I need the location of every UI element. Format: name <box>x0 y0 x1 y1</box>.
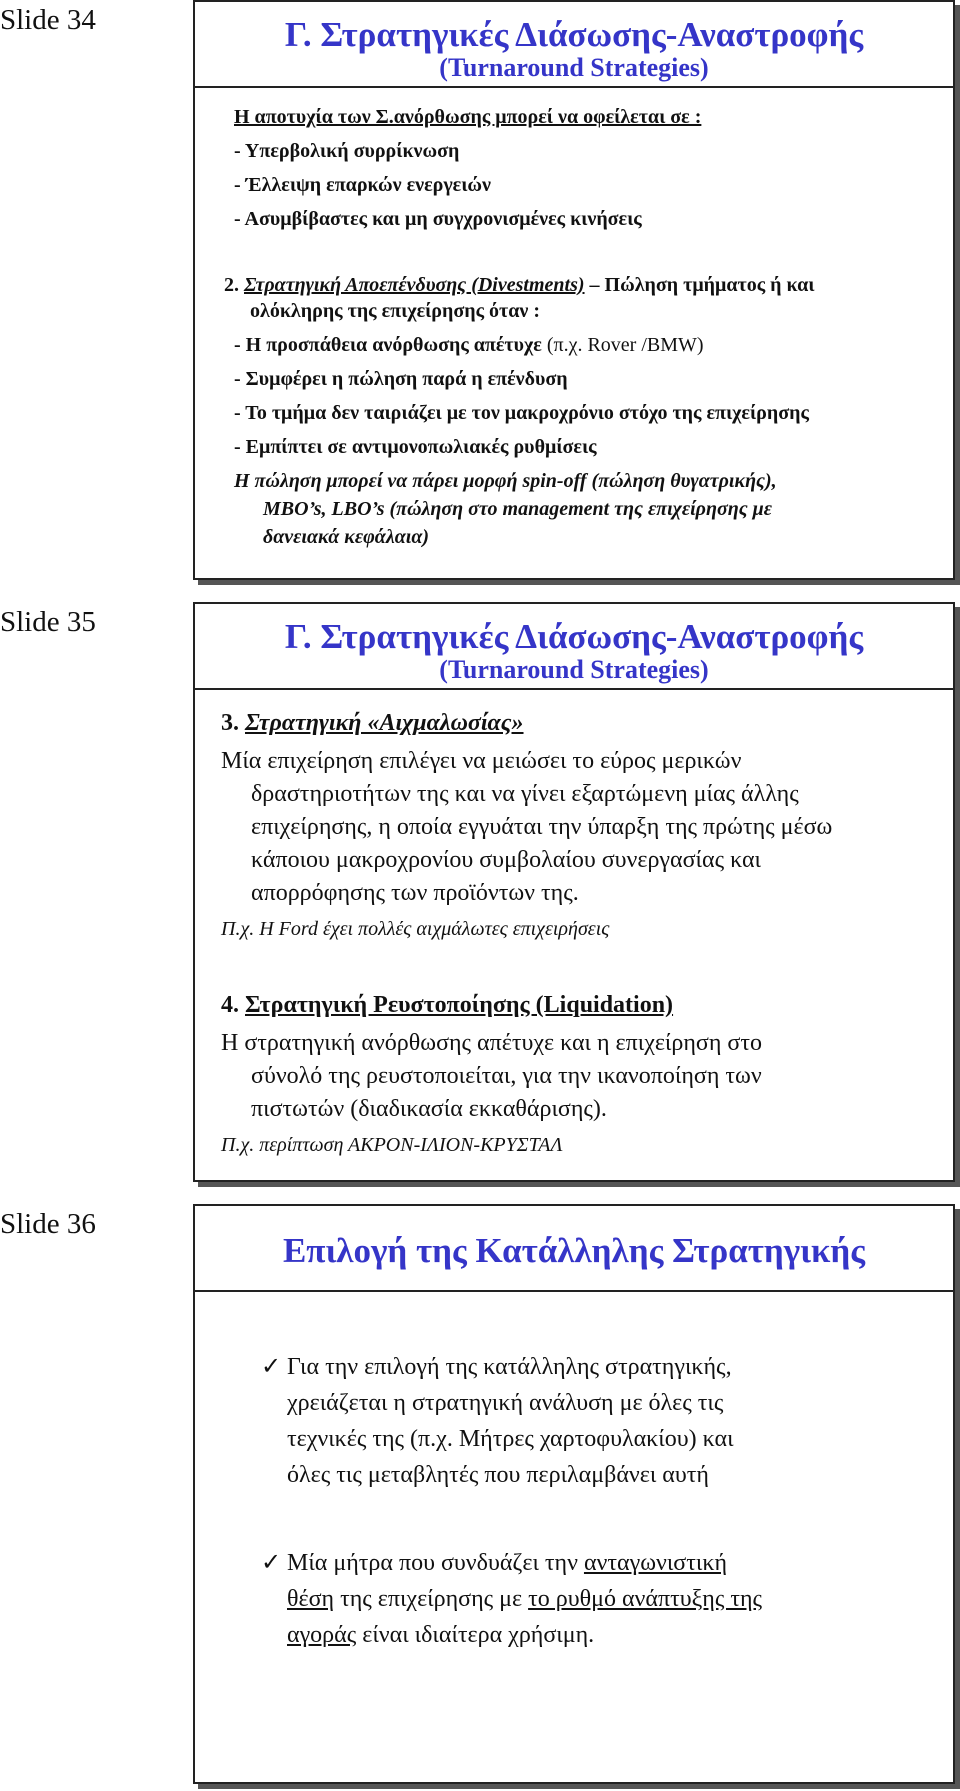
divest-item: - Το τμήμα δεν ταιριάζει με τον μακροχρόνιο στόχο της επιχείρησης <box>234 402 809 424</box>
market-growth-text: το ρυθμό ανάπτυξης της <box>528 1586 763 1612</box>
checkmark-icon: ✓ <box>261 1548 282 1576</box>
liquidation-text-line: πιστωτών (διαδικασία εκκαθάρισης). <box>251 1096 607 1122</box>
bullet2-line: αγοράς είναι ιδιαίτερα χρήσιμη. <box>287 1622 595 1648</box>
bullet2-line: Μία μήτρα που συνδυάζει την ανταγωνιστική <box>287 1550 727 1576</box>
slide-35-title: Γ. Στρατηγικές Διάσωσης-Αναστροφής <box>284 617 864 656</box>
slide-label-35: Slide 35 <box>0 606 96 638</box>
liquidation-example: Π.χ. περίπτωση ΑΚΡΟΝ-ΙΛΙΟΝ-ΚΡΥΣΤΑΛ <box>221 1134 563 1156</box>
competitive-position-text: θέση <box>287 1586 335 1612</box>
slide-34-title-bar <box>195 2 953 88</box>
divestment-title: Στρατηγική Αποεπένδυσης (Divestments) <box>244 274 585 296</box>
captive-example: Π.χ. Η Ford έχει πολλές αιχμάλωτες επιχειρήσεις <box>221 918 610 940</box>
captive-title: Στρατηγική «Αιχμαλωσίας» <box>245 710 524 736</box>
competitive-position-text: ανταγωνιστική <box>583 1550 727 1576</box>
slide-35-title-bar <box>195 604 953 690</box>
bullet1-line: όλες τις μεταβλητές που περιλαμβάνει αυτή <box>287 1462 709 1488</box>
slide-34-title: Γ. Στρατηγικές Διάσωσης-Αναστροφής <box>284 15 864 54</box>
slide-36 <box>193 1204 955 1784</box>
captive-text-line: επιχείρησης, η οποία εγγυάται την ύπαρξη της πρώτης μέσω <box>251 814 833 840</box>
bullet2-line: θέση της επιχείρησης με το ρυθμό ανάπτυξης της <box>287 1586 763 1612</box>
divest-item: - Εμπίπτει σε αντιμονοπωλιακές ρυθμίσεις <box>234 436 597 458</box>
slide-36-title: Επιλογή της Κατάλληλης Στρατηγικής <box>282 1231 866 1270</box>
checkmark-icon: ✓ <box>261 1352 282 1380</box>
captive-text-line: δραστηριοτήτων της και να γίνει εξαρτώμενη μίας άλλης <box>251 781 799 807</box>
slide-34 <box>193 0 955 580</box>
sale-forms-line: MBO’s, LBO’s (πώληση στο management της επιχείρησης με <box>263 498 772 520</box>
liquidation-text-line: Η στρατηγική ανόρθωσης απέτυχε και η επιχείρηση στο <box>221 1030 762 1056</box>
cause-item: - Έλλειψη επαρκών ενεργειών <box>234 174 491 196</box>
sale-forms-line: Η πώληση μπορεί να πάρει μορφή spin-off (πώληση θυγατρικής), <box>234 470 777 492</box>
bullet1-line: χρειάζεται η στρατηγική ανάλυση με όλες τις <box>287 1390 724 1416</box>
captive-text-line: Μία επιχείρηση επιλέγει να μειώσει το εύρος μερικών <box>221 748 742 774</box>
liquidation-text-line: σύνολό της ρευστοποιείται, για την ικανοποίηση των <box>251 1063 762 1089</box>
divest-item: - Η προσπάθεια ανόρθωσης απέτυχε (π.χ. Rover /BMW) <box>234 334 704 356</box>
liquidation-heading <box>221 992 673 1019</box>
slide-label-34: Slide 34 <box>0 4 96 36</box>
cause-item: - Ασυμβίβαστες και μη συγχρονισμένες κινήσεις <box>234 208 642 230</box>
captive-heading <box>221 710 524 737</box>
divestment-heading <box>224 274 814 297</box>
liquidation-title: Στρατηγική Ρευστοποίησης (Liquidation) <box>245 992 674 1018</box>
bullet1-line: Για την επιλογή της κατάλληλης στρατηγικής, <box>287 1354 732 1380</box>
divestment-desc-line2: ολόκληρης της επιχείρησης όταν : <box>250 300 541 322</box>
slide-label-36: Slide 36 <box>0 1208 96 1240</box>
market-growth-text: αγοράς <box>287 1622 357 1648</box>
failure-intro: Η αποτυχία των Σ.ανόρθωσης μπορεί να οφείλεται σε : <box>234 106 702 128</box>
captive-number: 3. <box>221 710 245 736</box>
cause-item: - Υπερβολική συρρίκνωση <box>234 140 460 162</box>
divestment-number: 2. <box>224 274 244 296</box>
captive-text-line: κάποιου μακροχρονίου συμβολαίου συνεργασίας και <box>251 847 761 873</box>
divestment-desc: – Πώληση τμήματος ή και <box>584 274 815 296</box>
slide-36-title-bar <box>195 1206 953 1292</box>
slide-35 <box>193 602 955 1182</box>
sale-forms-line: δανειακά κεφάλαια) <box>263 526 430 548</box>
slide-34-subtitle: (Turnaround Strategies) <box>439 53 709 82</box>
divest-example: (π.χ. Rover /BMW) <box>541 334 704 356</box>
divest-item: - Συμφέρει η πώληση παρά η επένδυση <box>234 368 568 390</box>
slide-35-subtitle: (Turnaround Strategies) <box>439 655 709 684</box>
captive-text-line: απορρόφησης των προϊόντων της. <box>251 880 579 906</box>
liquidation-number: 4. <box>221 992 245 1018</box>
bullet1-line: τεχνικές της (π.χ. Μήτρες χαρτοφυλακίου) και <box>287 1426 734 1452</box>
